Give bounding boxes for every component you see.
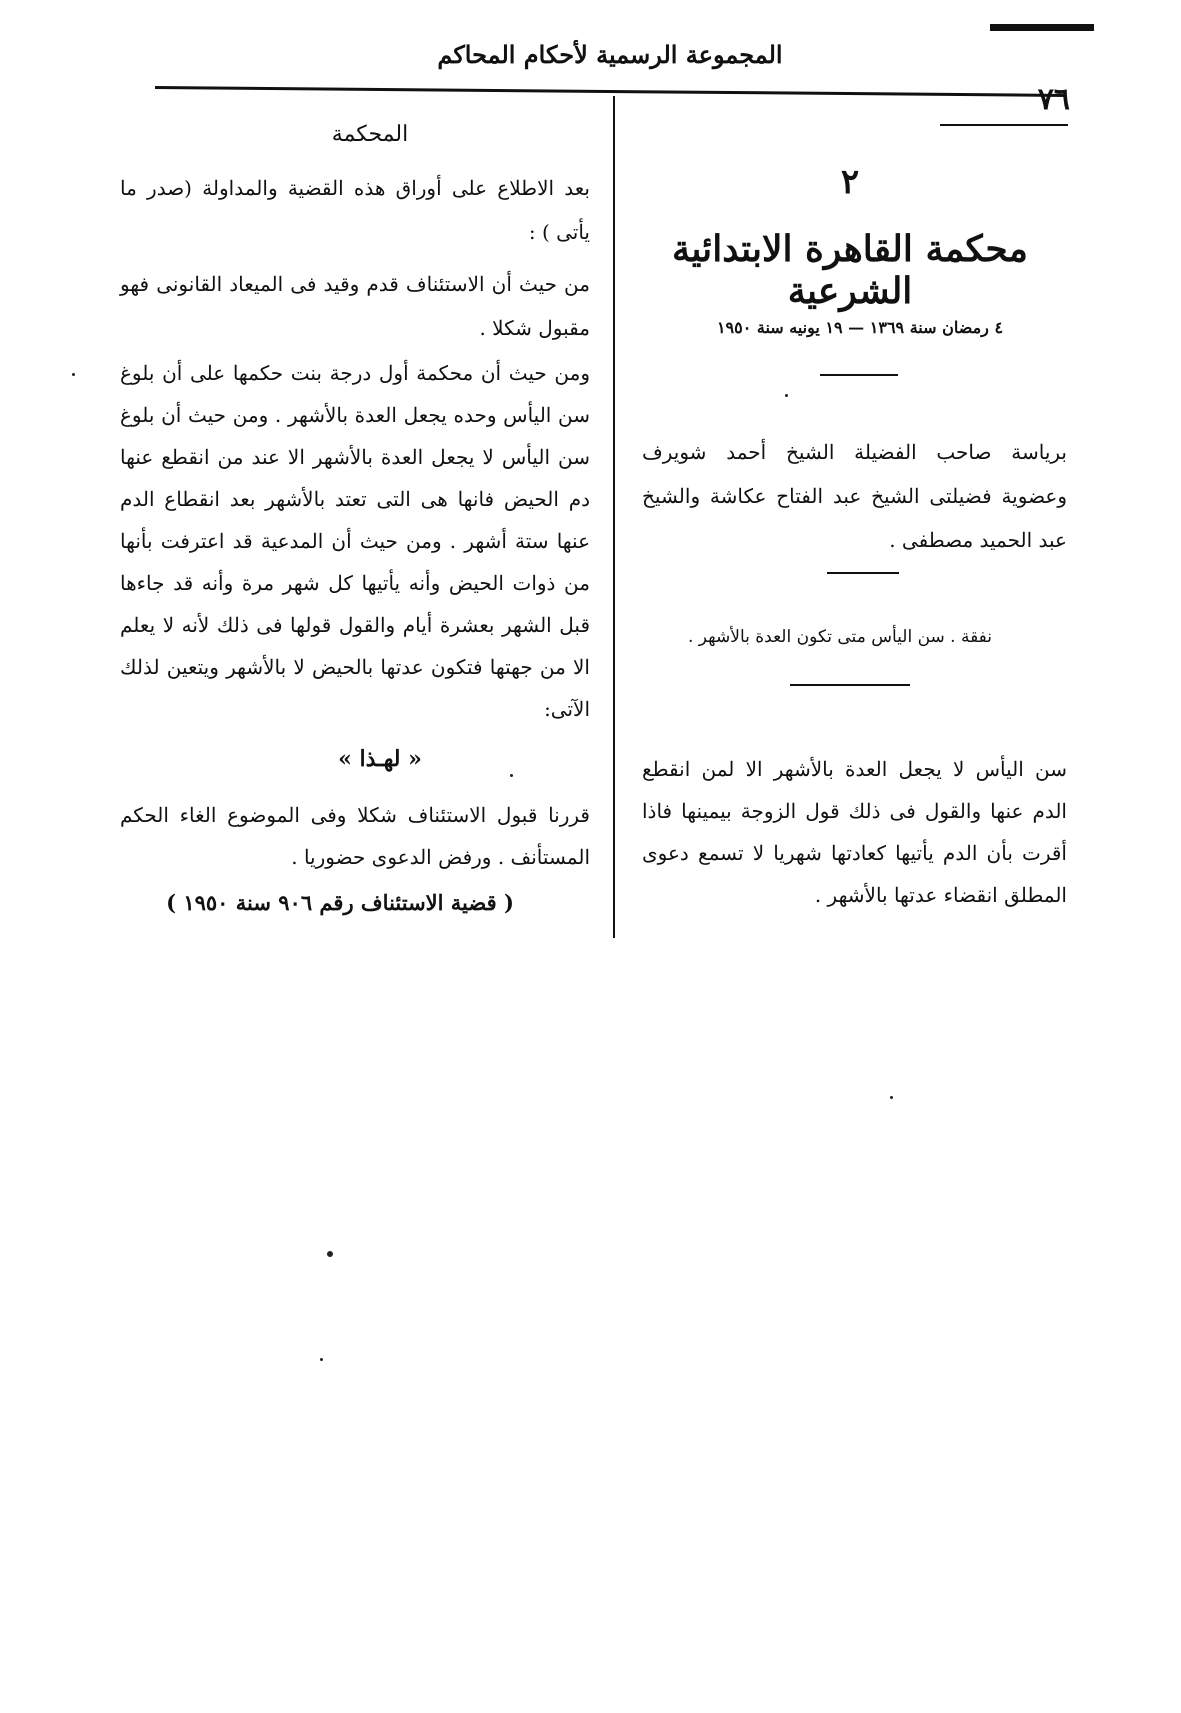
section-rule xyxy=(790,684,910,686)
case-summary: نفقة . سن اليأس متى تكون العدة بالأشهر . xyxy=(687,627,993,647)
verdict-heading: « لهـذا » xyxy=(338,746,422,772)
scan-speck xyxy=(327,1251,333,1257)
verdict-paragraph: قررنا قبول الاستئناف شكلا وفى الموضوع الغاء الحكم المستأنف . ورفض الدعوى حضوريا . xyxy=(120,803,590,869)
section-rule xyxy=(827,572,899,574)
judgment-paragraph: بعد الاطلاع على أوراق هذه القضية والمداولة (صدر ما يأتى ) : xyxy=(120,176,590,244)
scan-speck xyxy=(785,394,788,397)
column-divider xyxy=(613,96,615,938)
scan-speck xyxy=(72,373,75,376)
scan-speck xyxy=(320,1358,323,1361)
case-number: ٢ xyxy=(840,162,860,202)
running-title: المجموعة الرسمية لأحكام المحاكم xyxy=(437,40,783,69)
header-bar-mark xyxy=(990,24,1094,31)
court-name: محكمة القاهرة الابتدائية الشرعية xyxy=(672,228,1028,312)
header-rule xyxy=(155,86,1065,97)
session-date: ٤ رمضان سنة ١٣٦٩ — ١٩ يونيه سنة ١٩٥٠ xyxy=(716,318,1004,337)
page-number: ٧٦ xyxy=(1037,82,1070,117)
scan-speck xyxy=(890,1096,893,1099)
judgment-paragraph: من حيث أن الاستئناف قدم وقيد فى الميعاد القانونى فهو مقبول شكلا . xyxy=(120,272,590,340)
case-reference: ( قضية الاستئناف رقم ٩٠٦ سنة ١٩٥٠ ) xyxy=(166,890,514,915)
judgment-paragraph: ومن حيث أن محكمة أول درجة بنت حكمها على أن بلوغ سن اليأس وحده يجعل العدة بالأشهر . ومن حيث أن بلوغ سن اليأس لا يجعل العدة بالأشهر الا عند من انقطع عنها دم الحيض فانها هى التى تعتد بالأشهر بعد انقطاع الدم عنها ستة أشهر . ومن حيث أن المدعية قد اعترفت بأنها من ذوات الحيض وأنه يأتيها كل شهر مرة وأنه قد جاءها قبل الشهر بعشرة أيام والقول قولها فى ذلك لأنه لا يعلم الا من جهتها فتكون عدتها بالحيض لا بالأشهر ويتعين لذلك الآتى: xyxy=(120,361,591,721)
legal-principle: سن اليأس لا يجعل العدة بالأشهر الا لمن انقطع الدم عنها والقول فى ذلك قول الزوجة بيمينها فاذا أقرت بأن الدم يأتيها كعادتها شهريا لا تسمع دعوى المطلق انقضاء عدتها بالأشهر . xyxy=(642,757,1067,907)
section-heading: المحكمة xyxy=(331,122,409,147)
section-rule xyxy=(820,374,898,376)
presidency-paragraph: برياسة صاحب الفضيلة الشيخ أحمد شويرف وعضوية فضيلتى الشيخ عبد الفتاح عكاشة والشيخ عبد الحميد مصطفى . xyxy=(642,440,1067,552)
scan-speck xyxy=(510,774,513,777)
page-number-rule xyxy=(940,124,1068,126)
